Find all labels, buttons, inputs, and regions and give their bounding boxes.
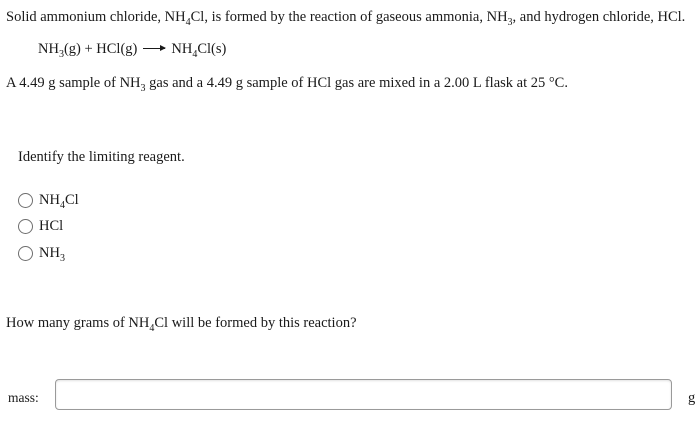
sample-description: A 4.49 g sample of $NH_3$ gas and a 4.49 g sample of HCl gas are mixed in a 2.00 L flask at 25 °C. [6, 75, 568, 94]
option-hcl[interactable] [18, 216, 63, 236]
radio-button[interactable] [18, 219, 33, 234]
radio-button[interactable] [18, 193, 33, 208]
radio-button[interactable] [18, 246, 33, 261]
reaction-equation: $NH_3(g) + HCl(g)$ $NH_4Cl(s)$ [38, 41, 227, 60]
option-label: $NH_3$ [39, 244, 65, 264]
question-mass-formed: How many grams of $NH_4Cl$ will be formed by this reaction? [6, 315, 357, 334]
mass-unit: g [688, 390, 696, 406]
reaction-arrow-icon [143, 48, 165, 49]
option-nh3[interactable] [18, 243, 65, 263]
problem-statement: Solid ammonium chloride, $NH_4Cl$, is formed by the reaction of gaseous ammonia, $NH_3$, and hydrogen chloride, HCl. [6, 9, 686, 28]
option-nh4cl[interactable] [18, 190, 79, 210]
mass-input[interactable] [55, 379, 672, 410]
option-label: HCl [39, 217, 64, 234]
question-limiting-reagent: Identify the limiting reagent. [18, 149, 185, 165]
mass-label: mass: [8, 390, 39, 405]
option-label: $NH_4Cl$ [39, 191, 79, 211]
